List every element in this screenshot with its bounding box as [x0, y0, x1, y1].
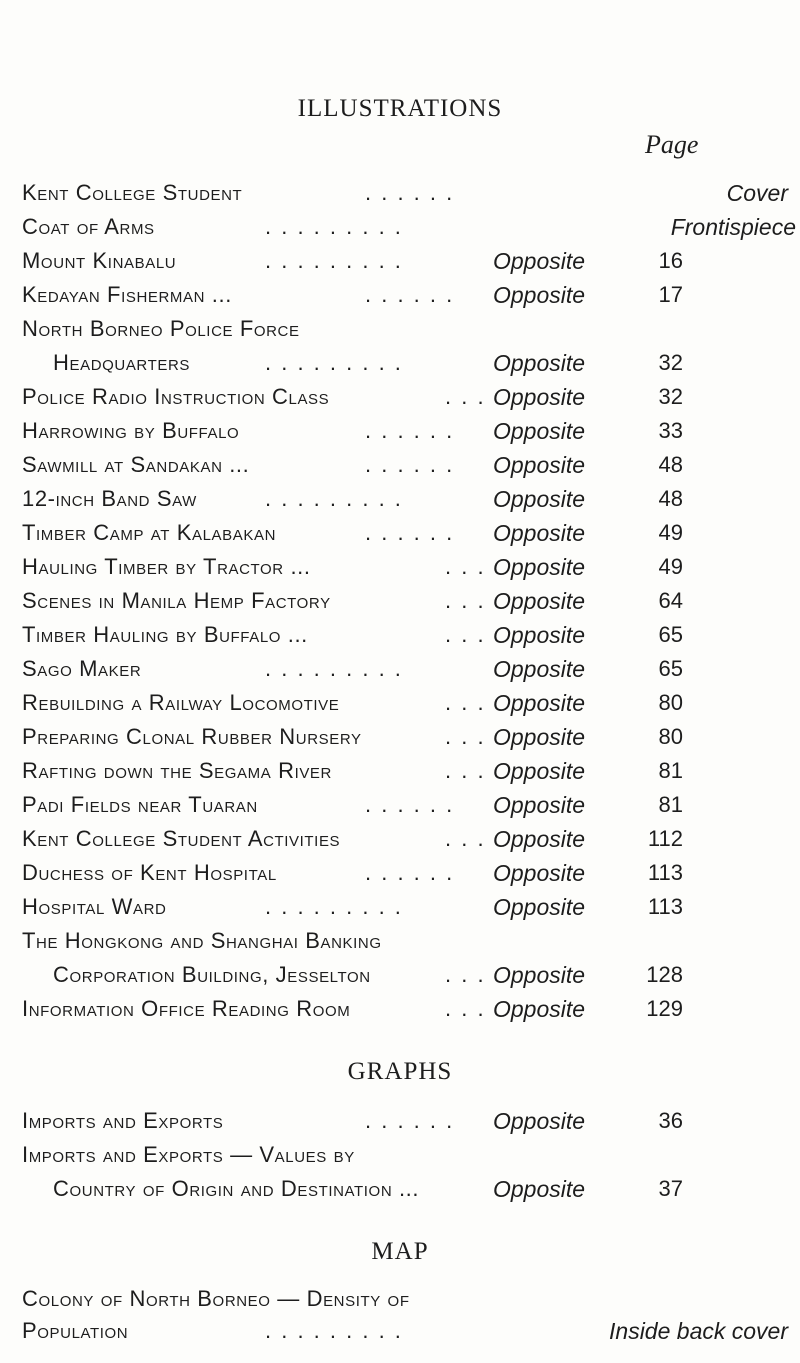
leader-dots: . . . [445, 384, 486, 409]
item-location: Frontispiece [670, 214, 796, 240]
item-title: Colony of North Borneo — Density of [22, 1286, 410, 1311]
leader-dots: . . . . . . . . . [265, 214, 403, 239]
item-title: Rafting down the Segama River [22, 758, 332, 783]
list-item [0, 792, 800, 826]
item-location: Opposite [493, 350, 586, 376]
page-number: 33 [658, 418, 683, 443]
leader-dots: . . . . . . [365, 282, 455, 307]
page-number: 16 [658, 248, 683, 273]
list-item [0, 554, 800, 588]
item-title: Kent College Student Activities [22, 826, 341, 851]
page-number: 80 [658, 690, 683, 715]
list-item [0, 1142, 800, 1176]
item-title: Sago Maker [22, 656, 142, 681]
leader-dots: . . . . . . [365, 180, 455, 205]
page-number: 17 [658, 282, 683, 307]
item-title: Country of Origin and Destination ... [53, 1176, 420, 1201]
page-number: 129 [646, 996, 683, 1021]
page-number: 65 [658, 622, 683, 647]
leader-dots: . . . . . . [365, 1108, 455, 1133]
item-location: Opposite [493, 1176, 586, 1202]
page-number: 32 [658, 350, 683, 375]
page-number: 113 [647, 860, 683, 885]
page-number: 49 [658, 520, 683, 545]
item-title: Imports and Exports [22, 1108, 224, 1133]
item-location: Opposite [493, 894, 586, 920]
item-title: North Borneo Police Force [22, 316, 300, 341]
item-title: Police Radio Instruction Class [22, 384, 330, 409]
item-title: Coat of Arms [22, 214, 155, 239]
item-location: Opposite [493, 588, 586, 614]
list-item [0, 622, 800, 656]
item-location: Cover [726, 180, 788, 206]
item-title: Imports and Exports — Values by [22, 1142, 355, 1167]
list-item [0, 860, 800, 894]
illustrations-heading: ILLUSTRATIONS [297, 95, 503, 122]
item-location: Opposite [493, 554, 586, 580]
list-item [0, 282, 800, 316]
item-location: Opposite [493, 1108, 586, 1134]
leader-dots: . . . [445, 554, 486, 579]
page-number: 32 [658, 384, 683, 409]
list-item [0, 1176, 800, 1210]
list-item [0, 656, 800, 690]
item-title: Population [22, 1318, 129, 1343]
list-item [0, 316, 800, 350]
leader-dots: . . . [445, 996, 486, 1021]
page-number: 36 [658, 1108, 683, 1133]
list-item [0, 350, 800, 384]
page-number: 65 [658, 656, 683, 681]
leader-dots: . . . . . . . . . [265, 350, 403, 375]
item-title: Preparing Clonal Rubber Nursery [22, 724, 362, 749]
page-number: 113 [647, 894, 683, 919]
page-column-header: Page [645, 130, 699, 159]
page-number: 112 [647, 826, 683, 851]
list-item [0, 486, 800, 520]
leader-dots: . . . [445, 826, 486, 851]
item-title: Timber Hauling by Buffalo ... [22, 622, 308, 647]
item-title: Mount Kinabalu [22, 248, 177, 273]
page-number: 128 [646, 962, 683, 987]
leader-dots: . . . . . . . . . [265, 248, 403, 273]
list-item [0, 996, 800, 1030]
leader-dots: . . . . . . . . . [265, 1318, 403, 1343]
leader-dots: . . . . . . . . . [265, 894, 403, 919]
item-location: Opposite [493, 656, 586, 682]
list-item [0, 962, 800, 996]
item-location: Opposite [493, 962, 586, 988]
item-location: Opposite [493, 418, 586, 444]
page-number: 48 [658, 452, 683, 477]
item-location: Opposite [493, 248, 586, 274]
page-number: 49 [658, 554, 683, 579]
leader-dots: . . . [445, 588, 486, 613]
item-title: Sawmill at Sandakan ... [22, 452, 250, 477]
item-location: Opposite [493, 792, 586, 818]
page-number: 81 [658, 792, 683, 817]
leader-dots: . . . . . . [365, 452, 455, 477]
item-location: Opposite [493, 384, 586, 410]
page-number: 48 [658, 486, 683, 511]
item-location: Opposite [493, 860, 586, 886]
leader-dots: . . . [445, 758, 486, 783]
item-location: Opposite [493, 826, 586, 852]
list-item [0, 894, 800, 928]
list-item [0, 928, 800, 962]
item-title: 12-inch Band Saw [22, 486, 197, 511]
graphs-heading: GRAPHS [347, 1058, 453, 1085]
map-heading: MAP [371, 1238, 429, 1265]
list-item [0, 452, 800, 486]
list-item [0, 1108, 800, 1142]
list-item [0, 384, 800, 418]
item-location: Opposite [493, 996, 586, 1022]
list-item [0, 690, 800, 724]
item-location: Opposite [493, 690, 586, 716]
item-title: Hauling Timber by Tractor ... [22, 554, 311, 579]
item-title: Kedayan Fisherman ... [22, 282, 232, 307]
page-number: 37 [658, 1176, 683, 1201]
leader-dots: . . . [445, 690, 486, 715]
leader-dots: . . . . . . . . . [265, 656, 403, 681]
list-item [0, 180, 800, 214]
list-item [0, 724, 800, 758]
list-item [0, 1318, 800, 1352]
item-title: Information Office Reading Room [22, 996, 351, 1021]
page-number: 81 [658, 758, 683, 783]
item-title: The Hongkong and Shanghai Banking [22, 928, 382, 953]
item-title: Corporation Building, Jesselton [53, 962, 371, 987]
item-title: Harrowing by Buffalo [22, 418, 240, 443]
list-item [0, 248, 800, 282]
item-title: Hospital Ward [22, 894, 167, 919]
leader-dots: . . . . . . [365, 792, 455, 817]
page-number: 64 [658, 588, 683, 613]
list-item [0, 758, 800, 792]
leader-dots: . . . . . . [365, 418, 455, 443]
item-title: Timber Camp at Kalabakan [22, 520, 277, 545]
leader-dots: . . . [445, 622, 486, 647]
item-title: Rebuilding a Railway Locomotive [22, 690, 340, 715]
item-title: Duchess of Kent Hospital [22, 860, 277, 885]
list-item [0, 826, 800, 860]
item-location: Opposite [493, 724, 586, 750]
item-location: Opposite [493, 758, 586, 784]
leader-dots: . . . . . . [365, 520, 455, 545]
item-title: Scenes in Manila Hemp Factory [22, 588, 331, 613]
item-location: Opposite [493, 622, 586, 648]
leader-dots: . . . . . . . . . [265, 486, 403, 511]
item-title: Headquarters [53, 350, 191, 375]
list-item [0, 520, 800, 554]
item-title: Kent College Student [22, 180, 243, 205]
item-location: Opposite [493, 520, 586, 546]
item-location: Opposite [493, 452, 586, 478]
list-item [0, 214, 800, 248]
list-item [0, 418, 800, 452]
item-location: Opposite [493, 486, 586, 512]
item-location: Inside back cover [609, 1318, 788, 1344]
list-item [0, 1286, 800, 1320]
item-title: Padi Fields near Tuaran [22, 792, 258, 817]
leader-dots: . . . . . . [365, 860, 455, 885]
leader-dots: . . . [445, 724, 486, 749]
leader-dots: . . . [445, 962, 486, 987]
page-number: 80 [658, 724, 683, 749]
item-location: Opposite [493, 282, 586, 308]
list-item [0, 588, 800, 622]
